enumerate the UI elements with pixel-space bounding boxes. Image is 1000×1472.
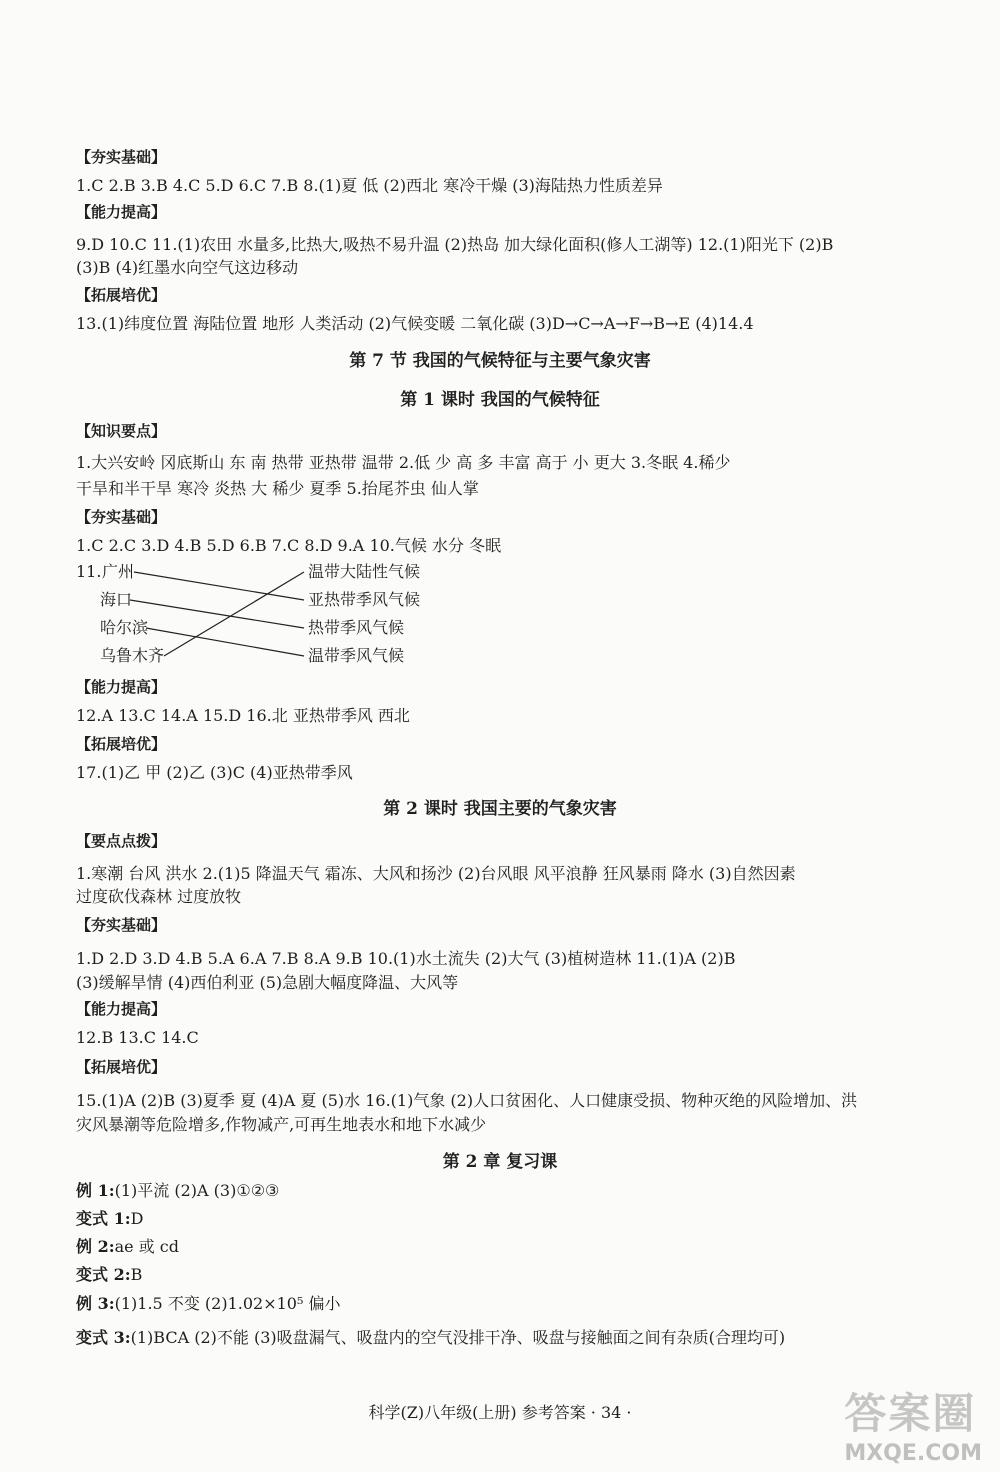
section-heading: 【能力提高】 bbox=[76, 203, 167, 221]
review-item: 例 2:ae 或 cd bbox=[76, 1237, 180, 1256]
section-heading: 【夯实基础】 bbox=[76, 916, 167, 934]
lesson-title: 第 1 课时 我国的气候特征 bbox=[400, 390, 600, 410]
section-heading: 【拓展培优】 bbox=[76, 286, 167, 304]
match-line bbox=[146, 628, 304, 656]
match-left-item: 哈尔滨 bbox=[100, 618, 149, 637]
answer-line: 1.C 2.C 3.D 4.B 5.D 6.B 7.C 8.D 9.A 10.气候 水分 冬眠 bbox=[76, 536, 502, 555]
review-item: 例 1:(1)平流 (2)A (3)①②③ bbox=[76, 1181, 280, 1200]
answer-line: (3)B (4)红墨水向空气这边移动 bbox=[76, 258, 299, 277]
matching-diagram bbox=[76, 560, 476, 680]
match-left-item: 海口 bbox=[100, 590, 133, 609]
match-right-item: 亚热带季风气候 bbox=[308, 590, 421, 609]
section-heading: 【夯实基础】 bbox=[76, 508, 167, 526]
review-item: 例 3:(1)1.5 不变 (2)1.02×10⁵ 偏小 bbox=[76, 1294, 341, 1313]
section-heading: 【夯实基础】 bbox=[76, 148, 167, 166]
section-heading: 【拓展培优】 bbox=[76, 1058, 167, 1076]
answer-line: 1.C 2.B 3.B 4.C 5.D 6.C 7.B 8.(1)夏 低 (2)西北 寒冷干燥 (3)海陆热力性质差异 bbox=[76, 176, 663, 195]
section-heading: 【要点点拨】 bbox=[76, 832, 167, 850]
answer-line: 过度砍伐森林 过度放牧 bbox=[76, 887, 242, 906]
page-footer: 科学(Z)八年级(上册) 参考答案 · 34 · bbox=[368, 1403, 632, 1422]
section-heading: 【能力提高】 bbox=[76, 678, 167, 696]
answer-line: 干旱和半干旱 寒冷 炎热 大 稀少 夏季 5.抬尾芥虫 仙人掌 bbox=[76, 479, 479, 498]
answer-line: 9.D 10.C 11.(1)农田 水量多,比热大,吸热不易升温 (2)热岛 加大绿化面积(修人工湖等) 12.(1)阳光下 (2)B bbox=[76, 235, 834, 254]
match-right-item: 温带大陆性气候 bbox=[308, 562, 421, 581]
answer-line: 12.A 13.C 14.A 15.D 16.北 亚热带季风 西北 bbox=[76, 706, 410, 725]
review-item: 变式 3:(1)BCA (2)不能 (3)吸盘漏气、吸盘内的空气没排干净、吸盘与接触面之间有杂质(合理均可) bbox=[76, 1328, 786, 1347]
section-heading: 【能力提高】 bbox=[76, 1000, 167, 1018]
watermark-url: MXQE.COM bbox=[844, 1441, 982, 1466]
answer-line: 12.B 13.C 14.C bbox=[76, 1028, 199, 1047]
review-item: 变式 1:D bbox=[76, 1209, 144, 1228]
section-title: 第 7 节 我国的气候特征与主要气象灾害 bbox=[349, 351, 651, 371]
review-item: 变式 2:B bbox=[76, 1265, 143, 1284]
answer-line: 15.(1)A (2)B (3)夏季 夏 (4)A 夏 (5)水 16.(1)气象 (2)人口贫困化、人口健康受损、物种灭绝的风险增加、洪 bbox=[76, 1091, 858, 1110]
answer-line: 13.(1)纬度位置 海陆位置 地形 人类活动 (2)气候变暖 二氧化碳 (3)D→C→A→F→B→E (4)14.4 bbox=[76, 314, 754, 333]
answer-line: 1.大兴安岭 冈底斯山 东 南 热带 亚热带 温带 2.低 少 高 多 丰富 高于 小 更大 3.冬眠 4.稀少 bbox=[76, 453, 731, 472]
watermark-logo bbox=[844, 1381, 982, 1466]
watermark-text: 答案圈 bbox=[844, 1389, 977, 1438]
lesson-title: 第 2 课时 我国主要的气象灾害 bbox=[383, 799, 617, 819]
section-heading: 【知识要点】 bbox=[76, 422, 167, 440]
match-left-item: 广州 bbox=[102, 562, 135, 581]
answer-line: 灾风暴潮等危险增多,作物减产,可再生地表水和地下水减少 bbox=[76, 1115, 487, 1134]
section-heading: 【拓展培优】 bbox=[76, 735, 167, 753]
answer-line: 1.寒潮 台风 洪水 2.(1)5 降温天气 霜冻、大风和扬沙 (2)台风眼 风平浪静 狂风暴雨 降水 (3)自然因素 bbox=[76, 864, 796, 883]
match-line bbox=[134, 572, 304, 600]
match-right-item: 温带季风气候 bbox=[308, 646, 405, 665]
answer-line: 17.(1)乙 甲 (2)乙 (3)C (4)亚热带季风 bbox=[76, 763, 353, 782]
match-number: 11. bbox=[76, 562, 102, 581]
match-right-item: 热带季风气候 bbox=[308, 618, 405, 637]
answer-line: (3)缓解旱情 (4)西伯利亚 (5)急剧大幅度降温、大风等 bbox=[76, 973, 459, 992]
chapter-review-title: 第 2 章 复习课 bbox=[442, 1152, 558, 1172]
answer-line: 1.D 2.D 3.D 4.B 5.A 6.A 7.B 8.A 9.B 10.(1)水土流失 (2)大气 (3)植树造林 11.(1)A (2)B bbox=[76, 949, 736, 968]
match-left-item: 乌鲁木齐 bbox=[100, 646, 165, 665]
